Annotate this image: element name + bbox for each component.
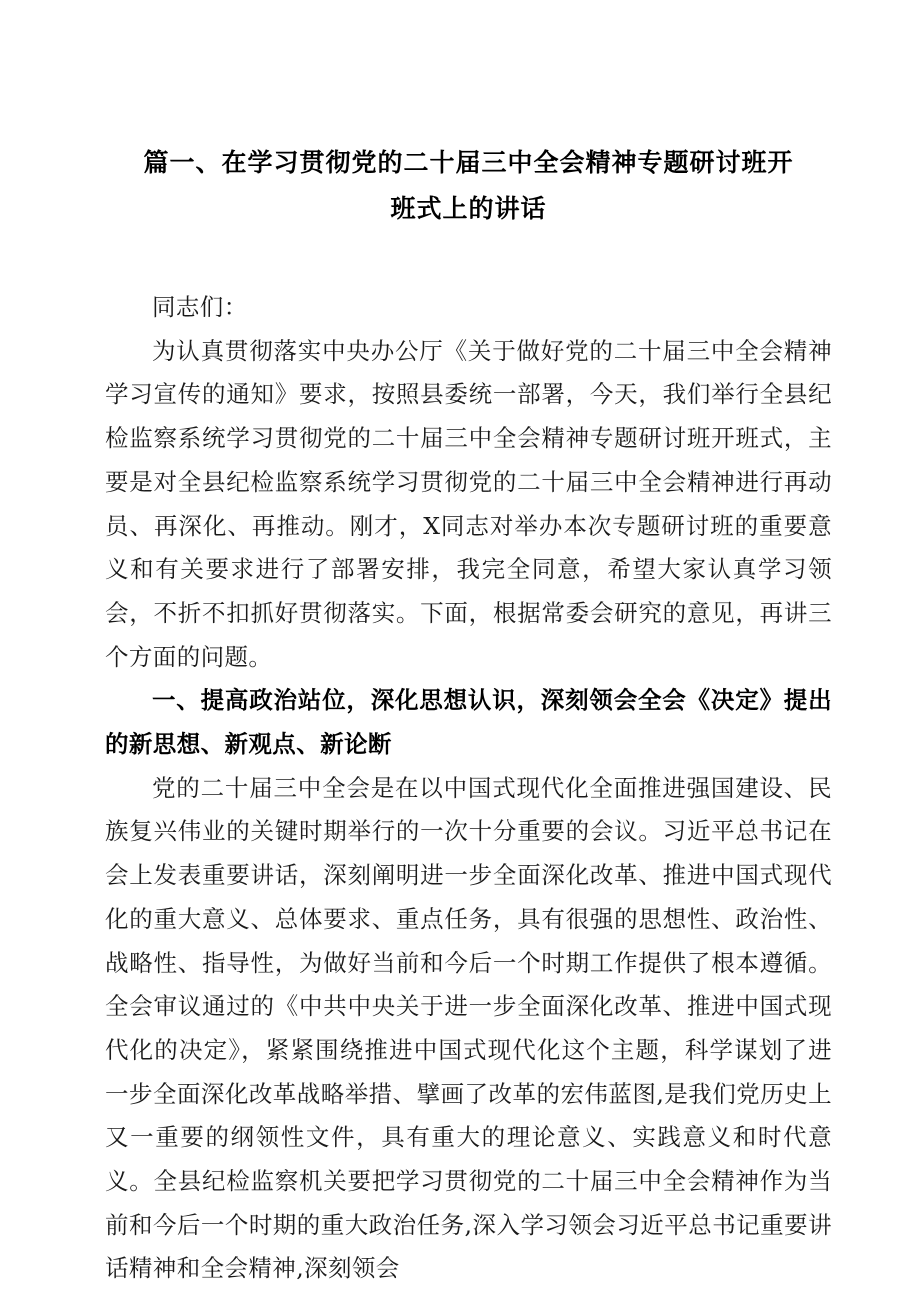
document-content [105,140,832,1291]
section-heading: 一、提高政治站位，深化思想认识，深刻领会全会《决定》提出的新思想、新观点、新论断 [105,686,832,759]
document-title-line-2: 班式上的讲话 [390,194,547,223]
opening-paragraph: 为认真贯彻落实中央办公厅《关于做好党的二十届三中全会精神学习宣传的通知》要求，按照县委统一部署，今天，我们举行全县纪检监察系统学习贯彻党的二十届三中全会精神专题研讨班开班式，主要是对全县纪检监察系统学习贯彻党的二十届三中全会精神进行再动员、再深化、再推动。刚才，X同志对举办本次专题研讨班的重要意义和有关要求进行了部署安排，我完全同意，希望大家认真学习领会，不折不扣抓好贯彻落实。下面，根据常委会研究的意见，再讲三个方面的问题。 [105,336,832,671]
document-title [105,140,832,232]
document-title-line-1: 篇一、在学习贯彻党的二十届三中全会精神专题研讨班开 [143,148,794,177]
section-paragraph: 党的二十届三中全会是在以中国式现代化全面推进强国建设、民族复兴伟业的关键时期举行的一次十分重要的会议。习近平总书记在会上发表重要讲话，深刻阐明进一步全面深化改革、推进中国式现代化的重大意义、总体要求、重点任务，具有很强的思想性、政治性、战略性、指导性，为做好当前和今后一个时期工作提供了根本遵循。全会审议通过的《中共中央关于进一步全面深化改革、推进中国式现代化的决定》，紧紧围绕推进中国式现代化这个主题，科学谋划了进一步全面深化改革战略举措、擘画了改革的宏伟蓝图,是我们党历史上又一重要的纲领性文件，具有重大的理论意义、实践意义和时代意义。全县纪检监察机关要把学习贯彻党的二十届三中全会精神作为当前和今后一个时期的重大政治任务,深入学习领会习近平总书记重要讲话精神和全会精神,深刻领会 [105,773,832,1283]
salutation: 同志们： [152,293,248,321]
